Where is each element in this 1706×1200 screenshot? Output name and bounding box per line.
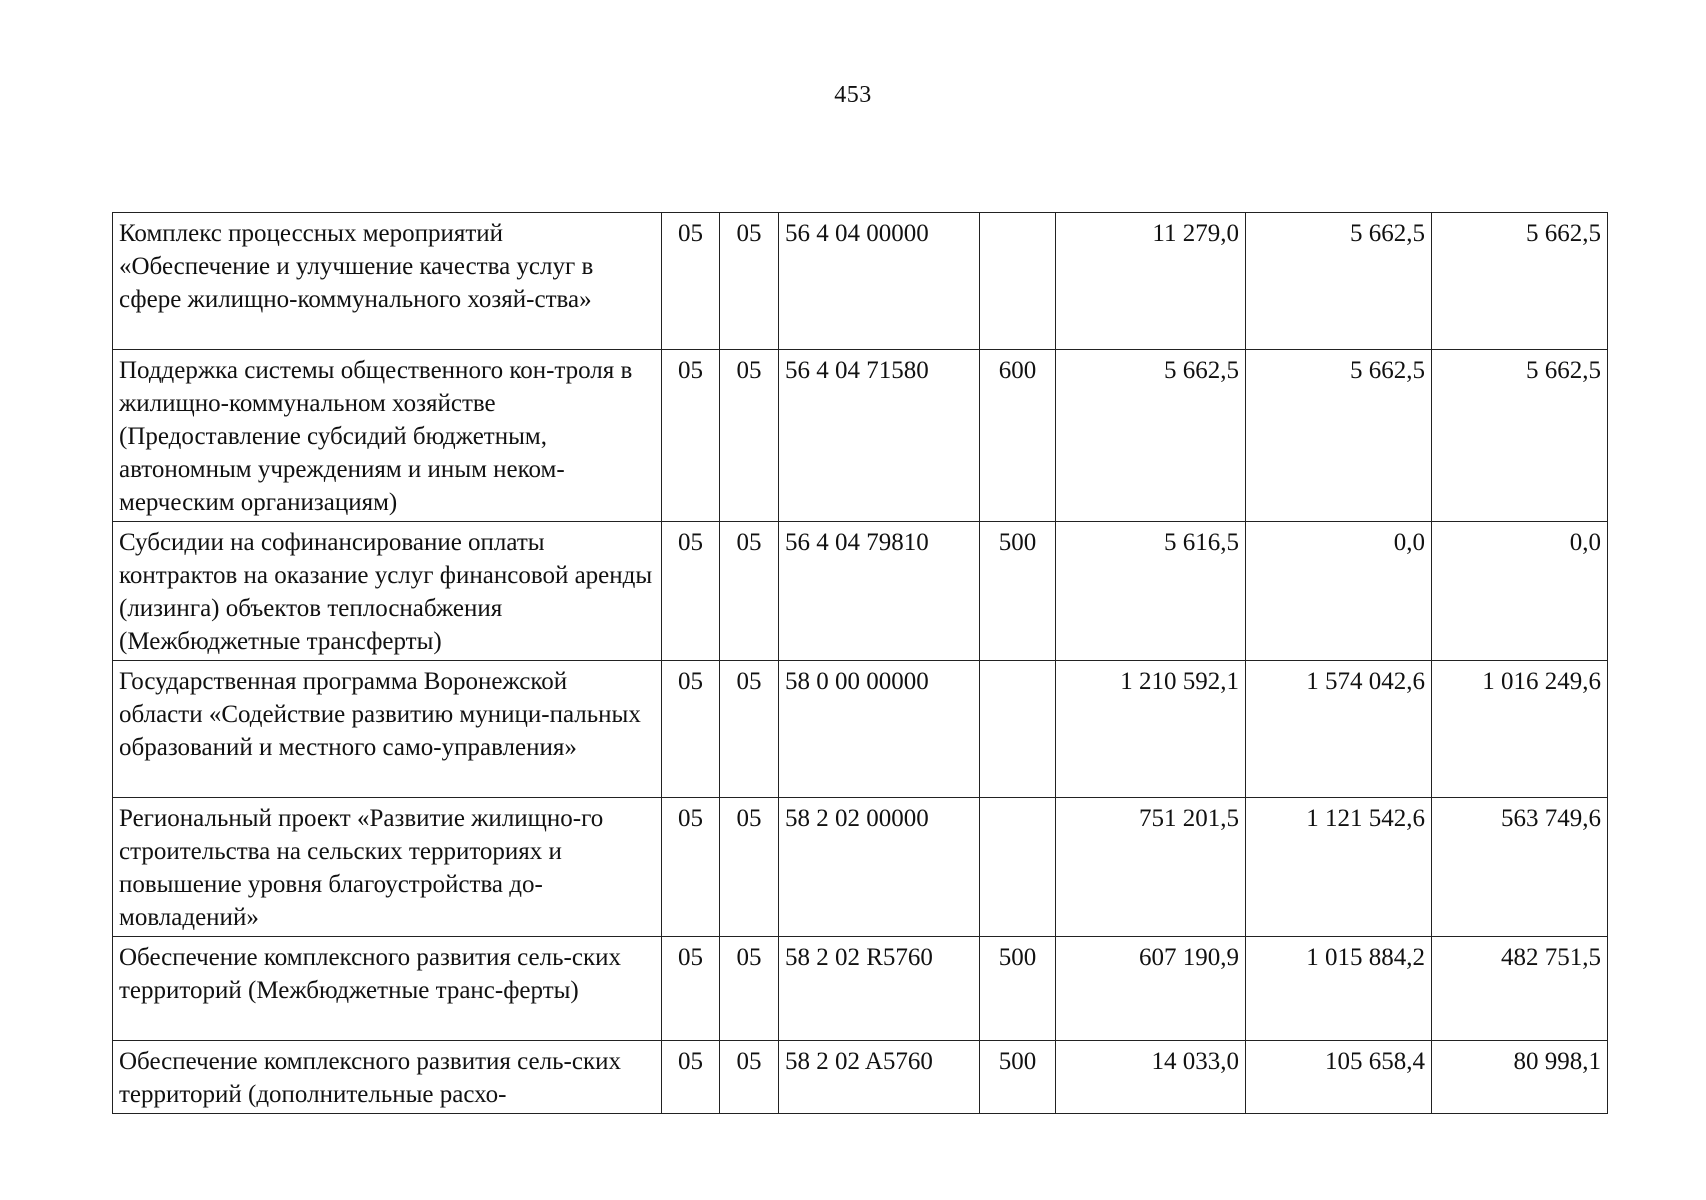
table-row [113,798,1608,937]
section-code: 05 [662,798,720,937]
amount-year-1: 11 279,0 [1056,213,1246,350]
amount-year-2: 1 121 542,6 [1246,798,1432,937]
row-name: Обеспечение комплексного развития сель-ских территорий (дополнительные расхо- [113,1041,662,1114]
section-code: 05 [662,350,720,522]
amount-year-3: 563 749,6 [1432,798,1608,937]
expense-type-code: 500 [980,522,1056,661]
amount-year-1: 751 201,5 [1056,798,1246,937]
amount-year-2: 0,0 [1246,522,1432,661]
table-row [113,213,1608,350]
subsection-code: 05 [720,937,779,1041]
target-article-code: 58 2 02 00000 [779,798,980,937]
table-row [113,350,1608,522]
amount-year-1: 1 210 592,1 [1056,661,1246,798]
expense-type-code [980,798,1056,937]
section-code: 05 [662,1041,720,1114]
amount-year-3: 1 016 249,6 [1432,661,1608,798]
expense-type-code: 500 [980,937,1056,1041]
section-code: 05 [662,661,720,798]
section-code: 05 [662,937,720,1041]
subsection-code: 05 [720,350,779,522]
amount-year-1: 607 190,9 [1056,937,1246,1041]
amount-year-2: 5 662,5 [1246,350,1432,522]
amount-year-3: 0,0 [1432,522,1608,661]
row-name: Субсидии на софинансирование оплаты контрактов на оказание услуг финансовой аренды (лизинга) объектов теплоснабжения (Межбюджетные трансферты) [113,522,662,661]
target-article-code: 58 2 02 A5760 [779,1041,980,1114]
amount-year-1: 5 616,5 [1056,522,1246,661]
amount-year-1: 5 662,5 [1056,350,1246,522]
table-row [113,661,1608,798]
subsection-code: 05 [720,798,779,937]
subsection-code: 05 [720,213,779,350]
amount-year-2: 105 658,4 [1246,1041,1432,1114]
row-name: Поддержка системы общественного кон-троля в жилищно-коммунальном хозяйстве (Предоставление субсидий бюджетным, автономным учреждениям и иным неком-мерческим организациям) [113,350,662,522]
table-row [113,937,1608,1041]
amount-year-3: 5 662,5 [1432,213,1608,350]
amount-year-3: 5 662,5 [1432,350,1608,522]
amount-year-2: 5 662,5 [1246,213,1432,350]
amount-year-2: 1 015 884,2 [1246,937,1432,1041]
amount-year-3: 80 998,1 [1432,1041,1608,1114]
table-row [113,1041,1608,1114]
target-article-code: 58 0 00 00000 [779,661,980,798]
amount-year-3: 482 751,5 [1432,937,1608,1041]
target-article-code: 56 4 04 00000 [779,213,980,350]
amount-year-1: 14 033,0 [1056,1041,1246,1114]
target-article-code: 56 4 04 71580 [779,350,980,522]
table-row [113,522,1608,661]
row-name: Государственная программа Воронежской области «Содействие развитию муници-пальных образований и местного само-управления» [113,661,662,798]
row-name: Региональный проект «Развитие жилищно-го строительства на сельских территориях и повышение уровня благоустройства до-мовладений» [113,798,662,937]
expense-type-code: 600 [980,350,1056,522]
subsection-code: 05 [720,661,779,798]
expense-type-code: 500 [980,1041,1056,1114]
target-article-code: 56 4 04 79810 [779,522,980,661]
subsection-code: 05 [720,1041,779,1114]
row-name: Обеспечение комплексного развития сель-ских территорий (Межбюджетные транс-ферты) [113,937,662,1041]
page-number: 453 [834,82,872,108]
expense-type-code [980,213,1056,350]
target-article-code: 58 2 02 R5760 [779,937,980,1041]
expense-type-code [980,661,1056,798]
amount-year-2: 1 574 042,6 [1246,661,1432,798]
section-code: 05 [662,213,720,350]
subsection-code: 05 [720,522,779,661]
budget-table [112,212,1608,1114]
row-name: Комплекс процессных мероприятий «Обеспечение и улучшение качества услуг в сфере жилищно-коммунального хозяй-ства» [113,213,662,350]
section-code: 05 [662,522,720,661]
